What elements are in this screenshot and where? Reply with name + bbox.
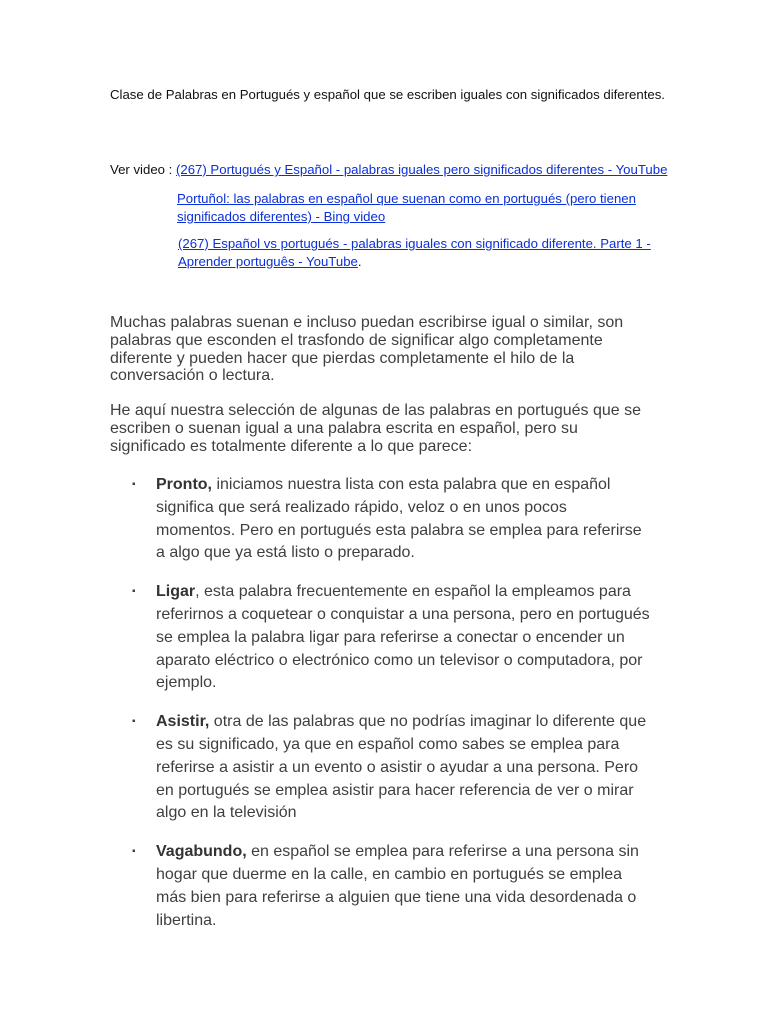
- video-label: Ver video :: [110, 162, 173, 177]
- video-link-youtube-2[interactable]: (267) Español vs portugués - palabras iguales con significado diferente. Parte 1 - Aprender português - YouTube: [178, 236, 651, 269]
- video-link-row-2: [110, 190, 670, 226]
- video-link-youtube-1[interactable]: (267) Portugués y Español - palabras iguales pero significados diferentes - YouTube: [175, 162, 668, 177]
- list-item: [110, 474, 650, 565]
- video-links: [110, 161, 670, 271]
- video-link-row-3: [110, 235, 670, 271]
- document-title: Clase de Palabras en Portugués y español que se escriben iguales con significados diferentes.: [110, 87, 665, 102]
- term-definition: , esta palabra frecuentemente en español la empleamos para referirnos a coquetear o conquistar a una persona, pero en portugués se emplea la palabra ligar para referirse a conectar o encender un aparato eléctrico o electrónico como un televisor o computadora, por ejemplo.: [156, 583, 650, 692]
- intro-paragraph-1: Muchas palabras suenan e incluso puedan escribirse igual o similar, son palabras que esconden el trasfondo de significar algo completamente diferente y pueden hacer que pierdas completamente el hilo de la conversación o lectura.: [110, 314, 624, 385]
- bullet-icon: ▪: [132, 716, 136, 728]
- video-link-bing[interactable]: Portuñol: las palabras en español que suenan como en portugués (pero tienen significados diferentes) - Bing video: [177, 191, 636, 224]
- term-definition: en español se emplea para referirse a una persona sin hogar que duerme en la calle, en cambio en portugués se emplea más bien para referirse a alguien que tiene una vida desordenada o libertina.: [156, 843, 639, 929]
- term-definition: otra de las palabras que no podrías imaginar lo diferente que es su significado, ya que en español como sabes se emplea para referirse a asistir a un evento o asistir o ayudar a una persona. Pero en portugués se emplea asistir para hacer referencia de ver o mirar algo en la televisión: [156, 713, 647, 822]
- list-item: [110, 841, 650, 932]
- term-word: Asistir,: [156, 713, 210, 731]
- link-trailing-period: .: [357, 254, 362, 269]
- list-item: [110, 581, 650, 695]
- intro-paragraph-2: He aquí nuestra selección de algunas de las palabras en portugués que se escriben o suenan igual a una palabra escrita en español, pero su significado es totalmente diferente a lo que parece:: [110, 402, 642, 455]
- list-item: [110, 711, 650, 825]
- term-word: Vagabundo,: [156, 843, 247, 861]
- video-link-row-1: [110, 161, 670, 179]
- term-definition: iniciamos nuestra lista con esta palabra que en español significa que será realizado rápido, veloz o en unos pocos momentos. Pero en portugués esta palabra se emplea para referirse a algo que ya está listo o preparado.: [156, 476, 642, 562]
- term-word: Ligar: [156, 583, 196, 601]
- bullet-icon: ▪: [132, 846, 136, 858]
- term-word: Pronto,: [156, 476, 212, 493]
- bullet-icon: ▪: [132, 586, 136, 598]
- terms-list: [110, 474, 650, 948]
- bullet-icon: ▪: [132, 479, 136, 490]
